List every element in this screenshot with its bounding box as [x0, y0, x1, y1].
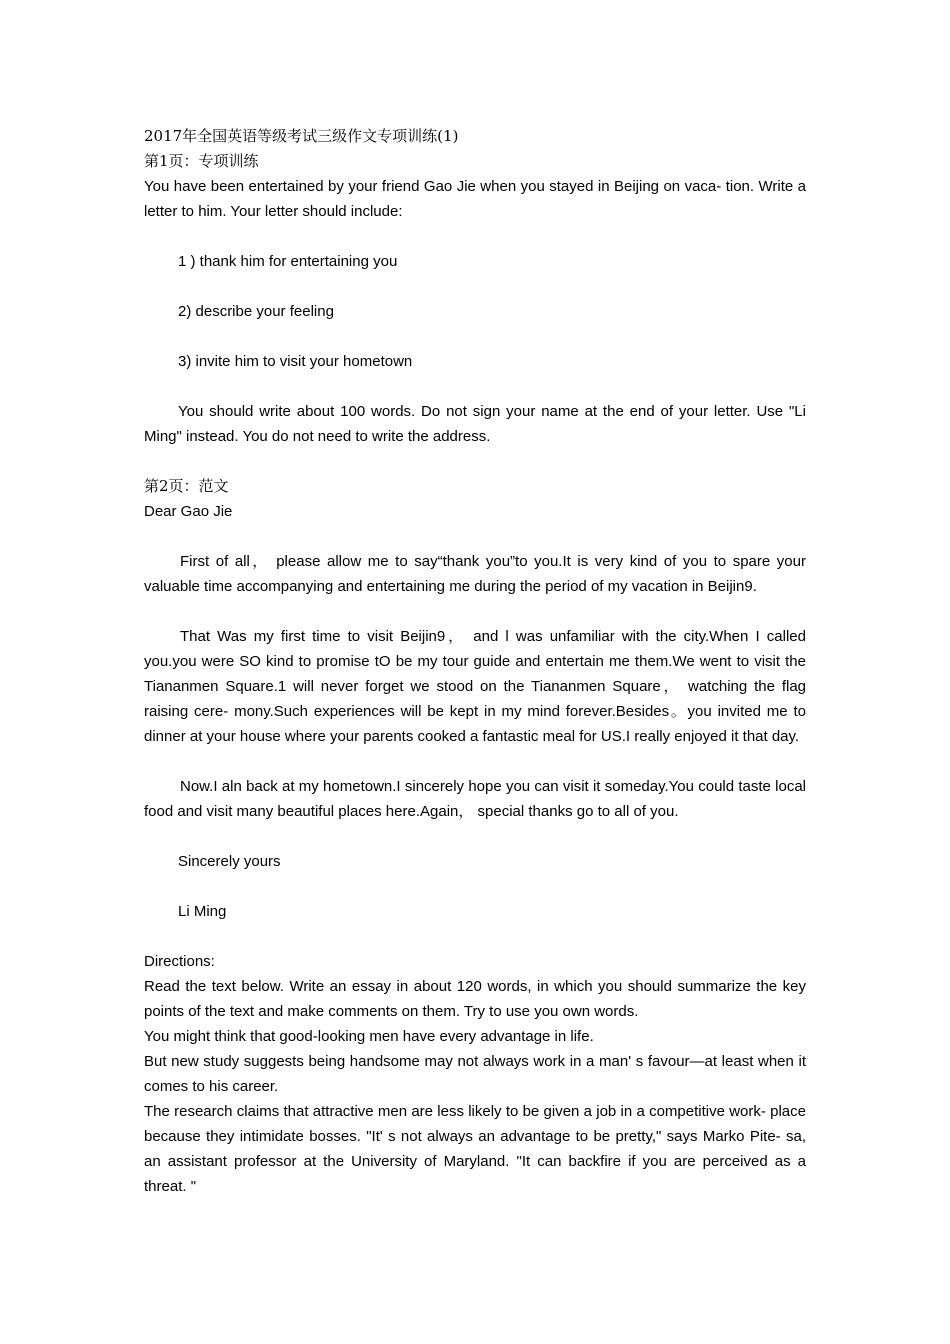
spacer	[144, 374, 806, 399]
directions-line: Read the text below. Write an essay in about 120 words, in which you should summarize the key points of the text and make comments on them. Try to use you own words.	[144, 978, 806, 1020]
spacer	[144, 449, 806, 474]
spacer	[144, 599, 806, 624]
document-title: 2017年全国英语等级考试三级作文专项训练(1)	[144, 127, 459, 145]
spacer	[144, 874, 806, 899]
letter-paragraph: First of all， please allow me to say“thank you”to you.It is very kind of you to spare your valuable time accompanying and entertaining me during the period of my vacation in Beijin9.	[144, 553, 806, 595]
spacer	[144, 224, 806, 249]
directions-line: The research claims that attractive men are less likely to be given a job in a competitive work- place because they intimidate bosses. "It' s not always an advantage to be pretty," says Marko Pite- sa, an assistant professor at the University of Maryland. "It can backfire if you are perceived as a threat. "	[144, 1103, 806, 1195]
letter-signature: Li Ming	[178, 903, 227, 920]
spacer	[144, 749, 806, 774]
spacer	[144, 274, 806, 299]
directions-line: You might think that good-looking men have every advantage in life.	[144, 1028, 594, 1045]
directions-line: But new study suggests being handsome may not always work in a man' s favour—at least when it comes to his career.	[144, 1053, 806, 1095]
spacer	[144, 924, 806, 949]
letter-paragraph: Now.I aln back at my hometown.I sincerely hope you can visit it someday.You could taste local food and visit many beautiful places here.Again， special thanks go to all of you.	[144, 778, 806, 820]
letter-closing: Sincerely yours	[178, 853, 281, 870]
task-instructions: You should write about 100 words. Do not sign your name at the end of your letter. Use "Li Ming" instead. You do not need to write the address.	[144, 403, 806, 445]
task-point: 2) describe your feeling	[178, 303, 334, 320]
page2-heading: 第2页：范文	[144, 477, 229, 495]
letter-paragraph: That Was my first time to visit Beijin9， and l was unfamiliar with the city.When I called you.you were SO kind to promise tO be my tour guide and entertain me them.We went to visit the Tiananmen Square.1 will never forget we stood on the Tiananmen Square， watching the flag raising cere- mony.Such experiences will be kept in my mind forever.Besides。you invited me to dinner at your house where your parents cooked a fantastic meal for US.I really enjoyed it that day.	[144, 628, 806, 745]
directions-label: Directions:	[144, 953, 215, 970]
spacer	[144, 524, 806, 549]
spacer	[144, 824, 806, 849]
task-point: 1 ) thank him for entertaining you	[178, 253, 398, 270]
task-intro: You have been entertained by your friend Gao Jie when you stayed in Beijing on vaca- tion. Write a letter to him. Your letter should include:	[144, 178, 806, 220]
spacer	[144, 324, 806, 349]
task-point: 3) invite him to visit your hometown	[178, 353, 413, 370]
document-page	[144, 124, 806, 1199]
letter-salutation: Dear Gao Jie	[144, 503, 233, 520]
page1-heading: 第1页：专项训练	[144, 152, 259, 170]
